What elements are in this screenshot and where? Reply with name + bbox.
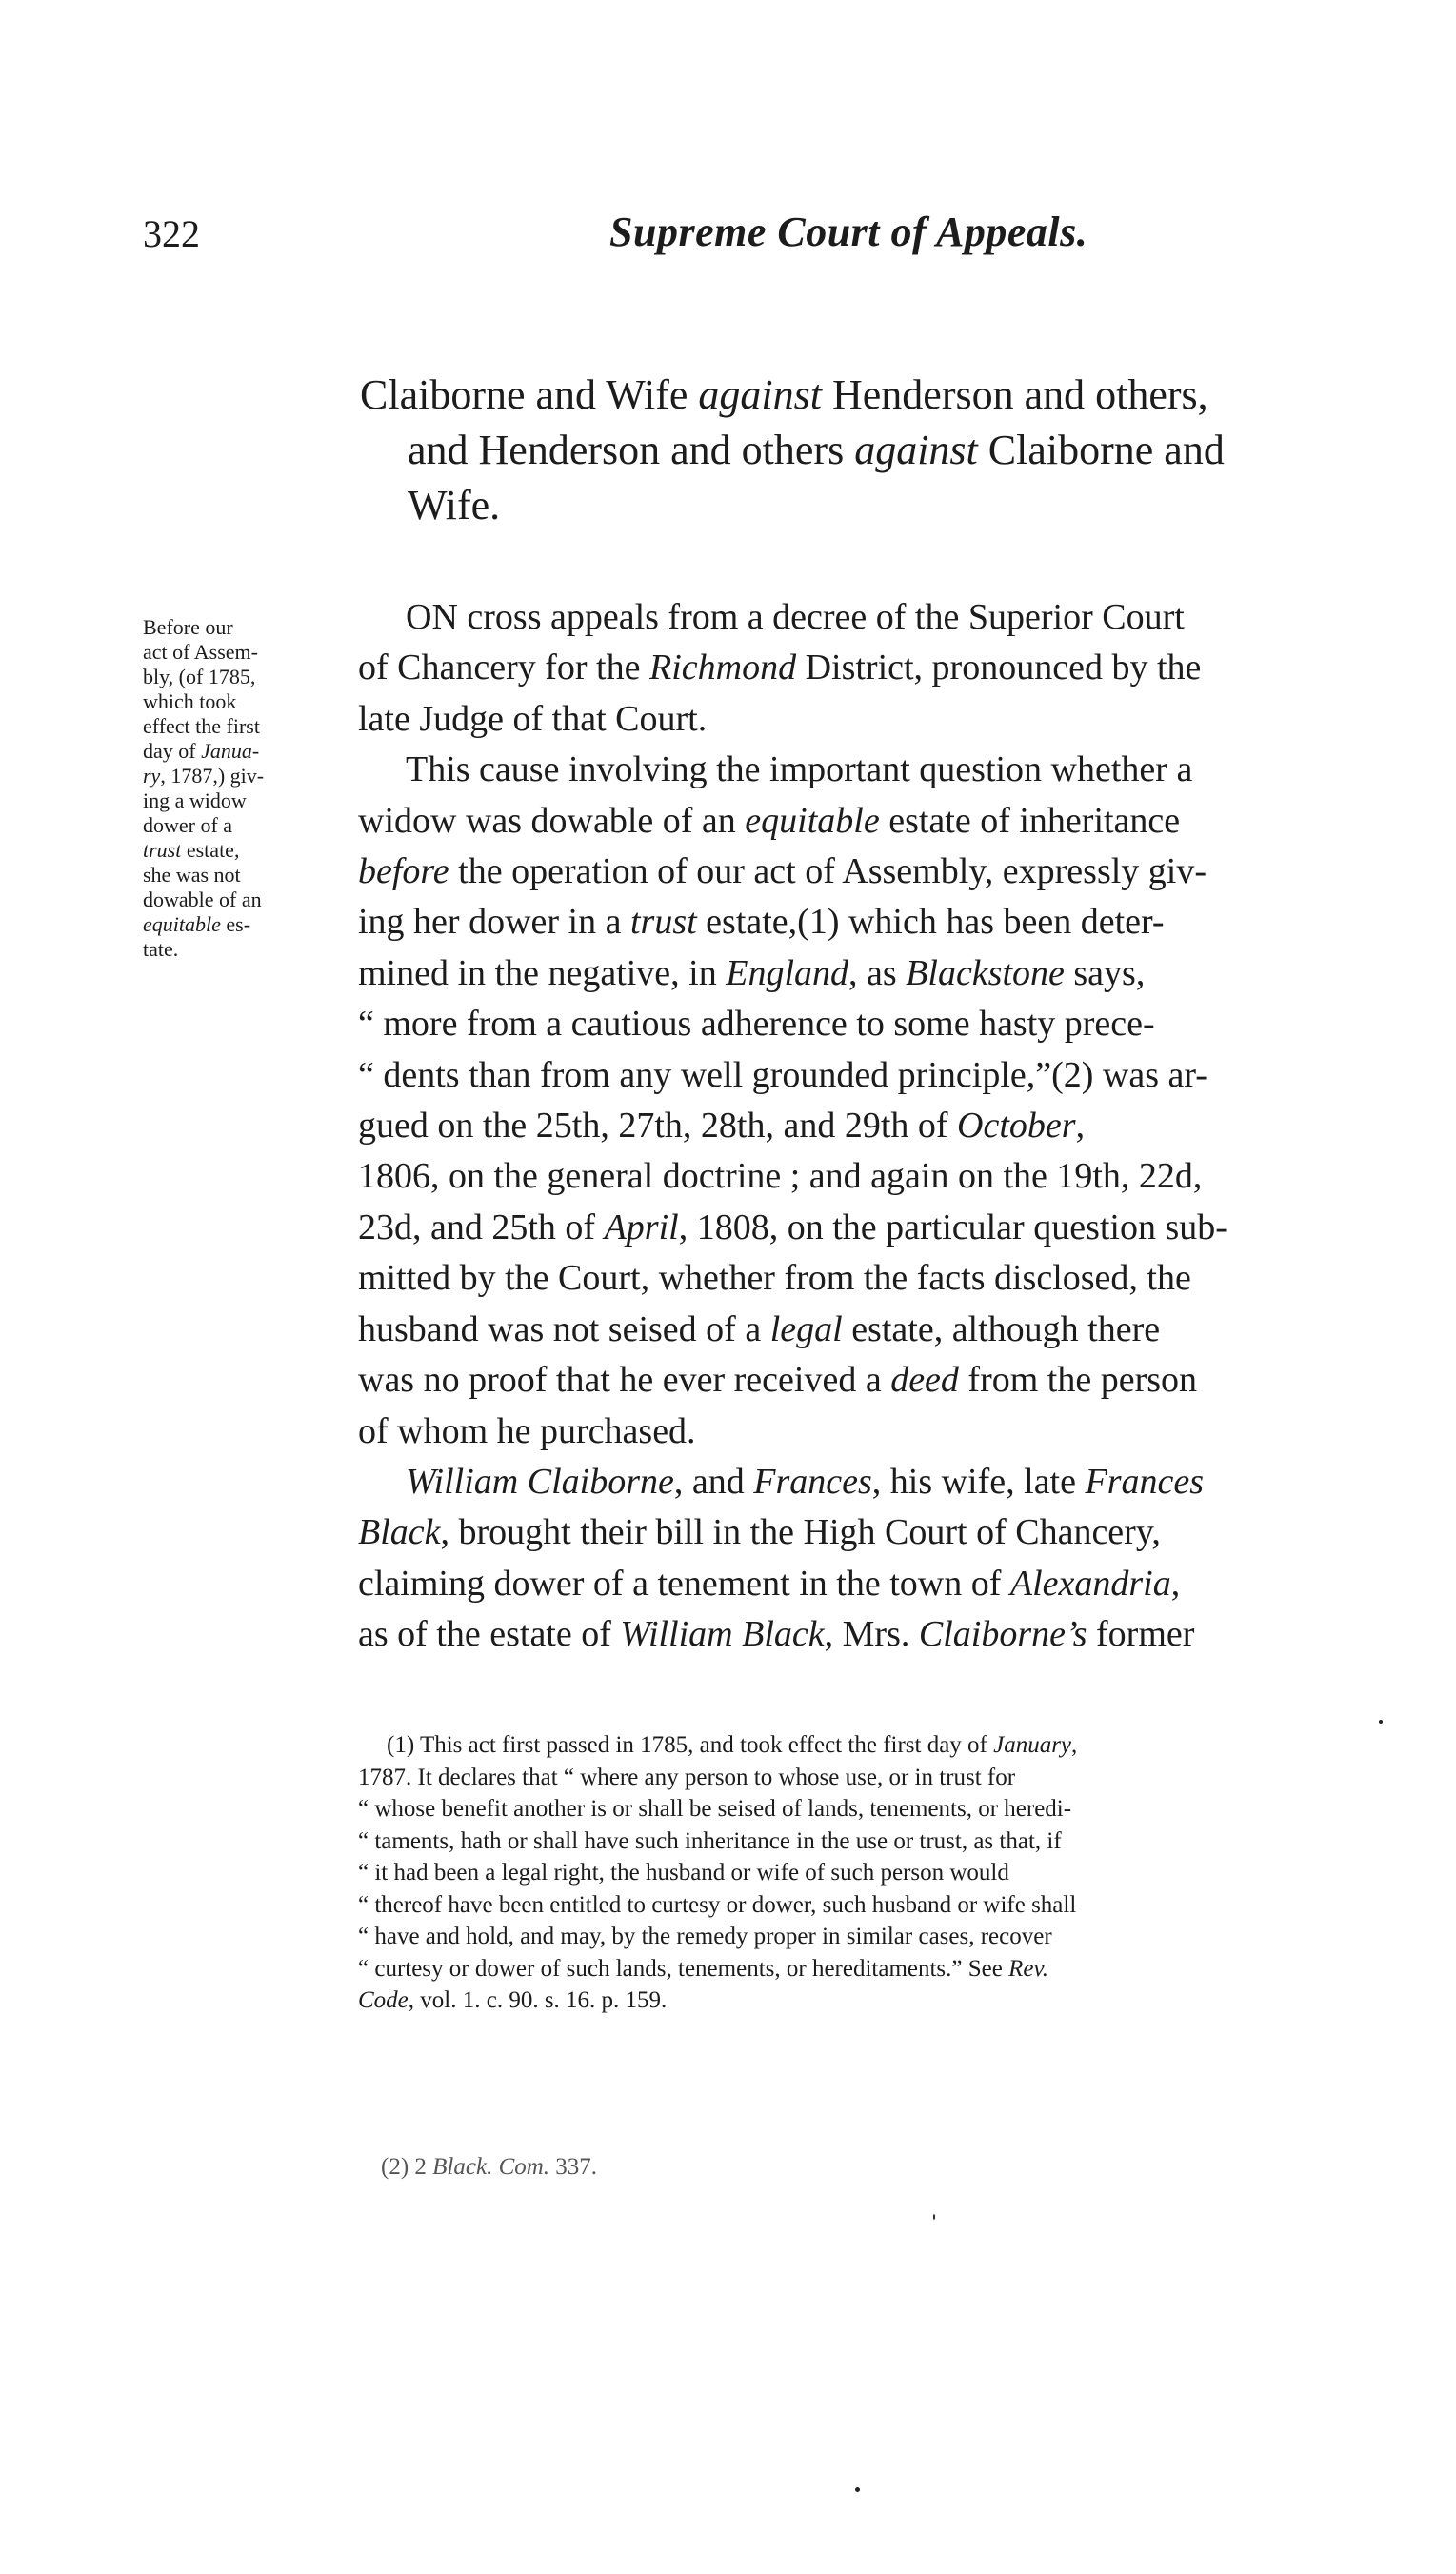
footnote-fragment: “ have and hold, and may, by the remedy proper in similar cases, recover bbox=[358, 1924, 1052, 1949]
text-fragment: 23d, and 25th of bbox=[358, 1207, 605, 1247]
footnote-fragment: 1787. It declares that “ where any person to whose use, or in trust for bbox=[358, 1764, 1016, 1790]
text-fragment: “ more from a cautious adherence to some hasty prece- bbox=[358, 1004, 1155, 1045]
text-line bbox=[358, 897, 1377, 948]
sidenote-fragment: act of Assem- bbox=[143, 640, 258, 664]
sidenote-fragment: she was not bbox=[143, 863, 241, 887]
text-line bbox=[358, 796, 1377, 847]
title-fragment: Claiborne and Wife bbox=[360, 371, 699, 418]
sidenote-fragment: ing a widow bbox=[143, 788, 247, 812]
sidenote-line bbox=[143, 764, 343, 788]
text-line bbox=[358, 1559, 1377, 1609]
footnote-fragment: “ whose benefit another is or shall be seised of lands, tenements, or heredi- bbox=[358, 1796, 1072, 1822]
footnotes bbox=[358, 1729, 1377, 2017]
sidenote-line bbox=[143, 813, 343, 838]
title-fragment: Claiborne and bbox=[977, 427, 1225, 473]
footnote-fragment: Code bbox=[358, 1987, 409, 2013]
text-fragment: “ dents than from any well grounded principle,”(2) was ar- bbox=[358, 1054, 1207, 1095]
text-fragment: the operation of our act of Assembly, expressly giv- bbox=[449, 851, 1207, 892]
footnote-fragment: “ taments, hath or shall have such inheritance in the use or trust, as that, if bbox=[358, 1827, 1062, 1854]
sidenote bbox=[143, 615, 343, 962]
footnote-line bbox=[358, 1921, 1377, 1953]
text-line bbox=[358, 694, 1377, 745]
footnote-line bbox=[358, 1762, 1377, 1794]
footnote-fragment: January bbox=[993, 1732, 1072, 1758]
text-fragment: estate of inheritance bbox=[879, 800, 1181, 841]
footnote-fragment: 337. bbox=[549, 2154, 598, 2180]
sidenote-fragment: es- bbox=[220, 912, 251, 936]
text-line bbox=[358, 1050, 1377, 1101]
text-fragment: gued on the 25th, 27th, 28th, and 29th of bbox=[358, 1106, 958, 1147]
sidenote-line bbox=[143, 665, 343, 689]
text-fragment: legal bbox=[769, 1308, 843, 1349]
text-fragment: says, bbox=[1064, 952, 1146, 993]
sidenote-line bbox=[143, 714, 343, 739]
text-fragment: , bbox=[1170, 1563, 1181, 1604]
text-fragment: ing her dower in a bbox=[358, 902, 630, 943]
sidenote-line bbox=[143, 689, 343, 714]
footnote-fragment: (2) 2 bbox=[381, 2154, 433, 2180]
text-fragment: estate, although there bbox=[842, 1308, 1161, 1349]
footnote-fragment: (1) This act first passed in 1785, and took effect the first day of bbox=[387, 1732, 994, 1758]
sidenote-line bbox=[143, 863, 343, 888]
footnote-2 bbox=[381, 2154, 597, 2181]
text-line bbox=[358, 847, 1377, 897]
footnote-fragment: Rev. bbox=[1008, 1955, 1048, 1982]
footnote-line bbox=[358, 1857, 1377, 1889]
title-fragment: and Henderson and others bbox=[408, 427, 855, 473]
text-line bbox=[358, 999, 1377, 1049]
text-fragment: ON cross appeals from a decree of the Superior Court bbox=[406, 597, 1185, 637]
text-fragment: October bbox=[957, 1106, 1076, 1147]
text-line bbox=[358, 592, 1377, 643]
text-fragment: was no proof that he ever received a bbox=[358, 1360, 891, 1401]
text-fragment: husband was not seised of a bbox=[358, 1308, 770, 1349]
footnote-line bbox=[358, 1793, 1377, 1826]
text-fragment: April bbox=[604, 1207, 679, 1247]
footnote-line bbox=[358, 1985, 1377, 2017]
scan-speck bbox=[855, 2487, 860, 2492]
text-fragment: This cause involving the important question whether a bbox=[406, 749, 1193, 790]
sidenote-fragment: which took bbox=[143, 689, 237, 713]
text-fragment: estate,(1) which has been deter- bbox=[696, 902, 1165, 943]
footnote-line bbox=[358, 1826, 1377, 1858]
text-line bbox=[358, 1305, 1377, 1355]
footnote-fragment: , bbox=[1071, 1732, 1078, 1758]
text-fragment: 1806, on the general doctrine ; and again on the 19th, 22d, bbox=[358, 1156, 1203, 1197]
text-fragment: late Judge of that Court. bbox=[358, 698, 708, 739]
sidenote-fragment: dowable of an bbox=[143, 888, 262, 911]
text-line bbox=[358, 643, 1377, 693]
text-line bbox=[358, 948, 1377, 999]
sidenote-fragment: , 1787,) giv- bbox=[160, 764, 265, 788]
scan-speck bbox=[933, 2214, 935, 2220]
main-text bbox=[358, 592, 1377, 1661]
text-fragment: of whom he purchased. bbox=[358, 1410, 696, 1451]
sidenote-line bbox=[143, 615, 343, 640]
text-line bbox=[358, 1407, 1377, 1457]
sidenote-line bbox=[143, 739, 343, 764]
sidenote-fragment: effect the first bbox=[143, 714, 260, 738]
text-line bbox=[358, 1457, 1377, 1507]
footnote-line bbox=[358, 1889, 1377, 1922]
footnote-fragment: , vol. 1. c. 90. s. 16. p. 159. bbox=[408, 1987, 668, 2013]
sidenote-line bbox=[143, 912, 343, 937]
text-line bbox=[358, 1151, 1377, 1202]
text-fragment: , Mrs. bbox=[824, 1614, 919, 1655]
sidenote-line bbox=[143, 937, 343, 962]
sidenote-fragment: equitable bbox=[143, 912, 221, 936]
text-line bbox=[358, 1203, 1377, 1253]
text-fragment: , as bbox=[848, 952, 907, 993]
sidenote-fragment: ry bbox=[143, 764, 161, 788]
sidenote-fragment: tate. bbox=[143, 937, 179, 961]
footnote-fragment: “ thereof have been entitled to curtesy or dower, such husband or wife shall bbox=[358, 1891, 1077, 1918]
text-fragment: England bbox=[726, 952, 849, 993]
text-fragment: Frances bbox=[1085, 1461, 1205, 1502]
text-fragment: Black bbox=[358, 1512, 441, 1553]
sidenote-line bbox=[143, 788, 343, 813]
sidenote-fragment: Before our bbox=[143, 615, 233, 639]
text-line bbox=[358, 1355, 1377, 1406]
text-fragment: before bbox=[358, 851, 449, 892]
text-fragment: mined in the negative, in bbox=[358, 952, 727, 993]
text-fragment: mitted by the Court, whether from the facts disclosed, the bbox=[358, 1258, 1191, 1299]
sidenote-fragment: day of bbox=[143, 739, 202, 763]
sidenote-fragment: bly, (of 1785, bbox=[143, 665, 256, 688]
title-fragment: against bbox=[854, 427, 978, 473]
text-fragment: from the person bbox=[958, 1360, 1198, 1401]
text-fragment: of Chancery for the bbox=[358, 648, 649, 688]
text-fragment: equitable bbox=[745, 800, 880, 841]
case-title-line bbox=[360, 478, 1388, 533]
text-fragment: William Claiborne bbox=[406, 1461, 674, 1502]
text-fragment: , brought their bill in the High Court of Chancery, bbox=[440, 1512, 1161, 1553]
title-fragment: Wife. bbox=[408, 482, 501, 529]
text-fragment: Blackstone bbox=[906, 952, 1065, 993]
text-fragment: trust bbox=[629, 902, 697, 943]
text-line bbox=[358, 1101, 1377, 1151]
sidenote-line bbox=[143, 838, 343, 863]
case-title-line bbox=[360, 368, 1388, 423]
text-fragment: District, pronounced by the bbox=[796, 648, 1202, 688]
text-fragment: former bbox=[1087, 1614, 1195, 1655]
text-fragment: as of the estate of bbox=[358, 1614, 621, 1655]
text-fragment: William Black bbox=[620, 1614, 825, 1655]
scan-speck bbox=[1379, 1720, 1383, 1724]
footnote-fragment: “ curtesy or dower of such lands, tenements, or hereditaments.” See bbox=[358, 1955, 1009, 1982]
sidenote-fragment: Janua- bbox=[201, 739, 260, 763]
text-fragment: deed bbox=[890, 1360, 959, 1401]
footnote-fragment: “ it had been a legal right, the husband or wife of such person would bbox=[358, 1860, 1009, 1886]
sidenote-fragment: trust bbox=[143, 838, 182, 862]
text-fragment: claiming dower of a tenement in the town of bbox=[358, 1563, 1010, 1604]
text-line bbox=[358, 1253, 1377, 1304]
text-fragment: , his wife, late bbox=[871, 1461, 1086, 1502]
text-line bbox=[358, 1507, 1377, 1558]
text-fragment: Richmond bbox=[649, 648, 797, 688]
text-fragment: , bbox=[1075, 1106, 1086, 1147]
footnote-line bbox=[358, 1953, 1377, 1985]
text-fragment: Frances bbox=[753, 1461, 872, 1502]
text-fragment: widow was dowable of an bbox=[358, 800, 746, 841]
sidenote-line bbox=[143, 640, 343, 665]
text-fragment: Claiborne’s bbox=[918, 1614, 1087, 1655]
sidenote-fragment: dower of a bbox=[143, 813, 233, 837]
text-fragment: , and bbox=[673, 1461, 754, 1502]
sidenote-fragment: estate, bbox=[181, 838, 240, 862]
case-title-line bbox=[360, 423, 1388, 478]
title-fragment: Henderson and others, bbox=[822, 371, 1208, 418]
footnote-fragment: Black. Com. bbox=[432, 2154, 550, 2180]
text-fragment: Alexandria bbox=[1009, 1563, 1171, 1604]
running-head: Supreme Court of Appeals. bbox=[609, 209, 1088, 255]
case-title bbox=[360, 368, 1388, 533]
text-line bbox=[358, 1609, 1377, 1660]
page-number: 322 bbox=[143, 212, 200, 255]
sidenote-line bbox=[143, 888, 343, 912]
title-fragment: against bbox=[698, 371, 822, 418]
text-fragment: , 1808, on the particular question sub- bbox=[678, 1207, 1227, 1247]
text-line bbox=[358, 745, 1377, 795]
footnote-line bbox=[358, 1729, 1377, 1762]
